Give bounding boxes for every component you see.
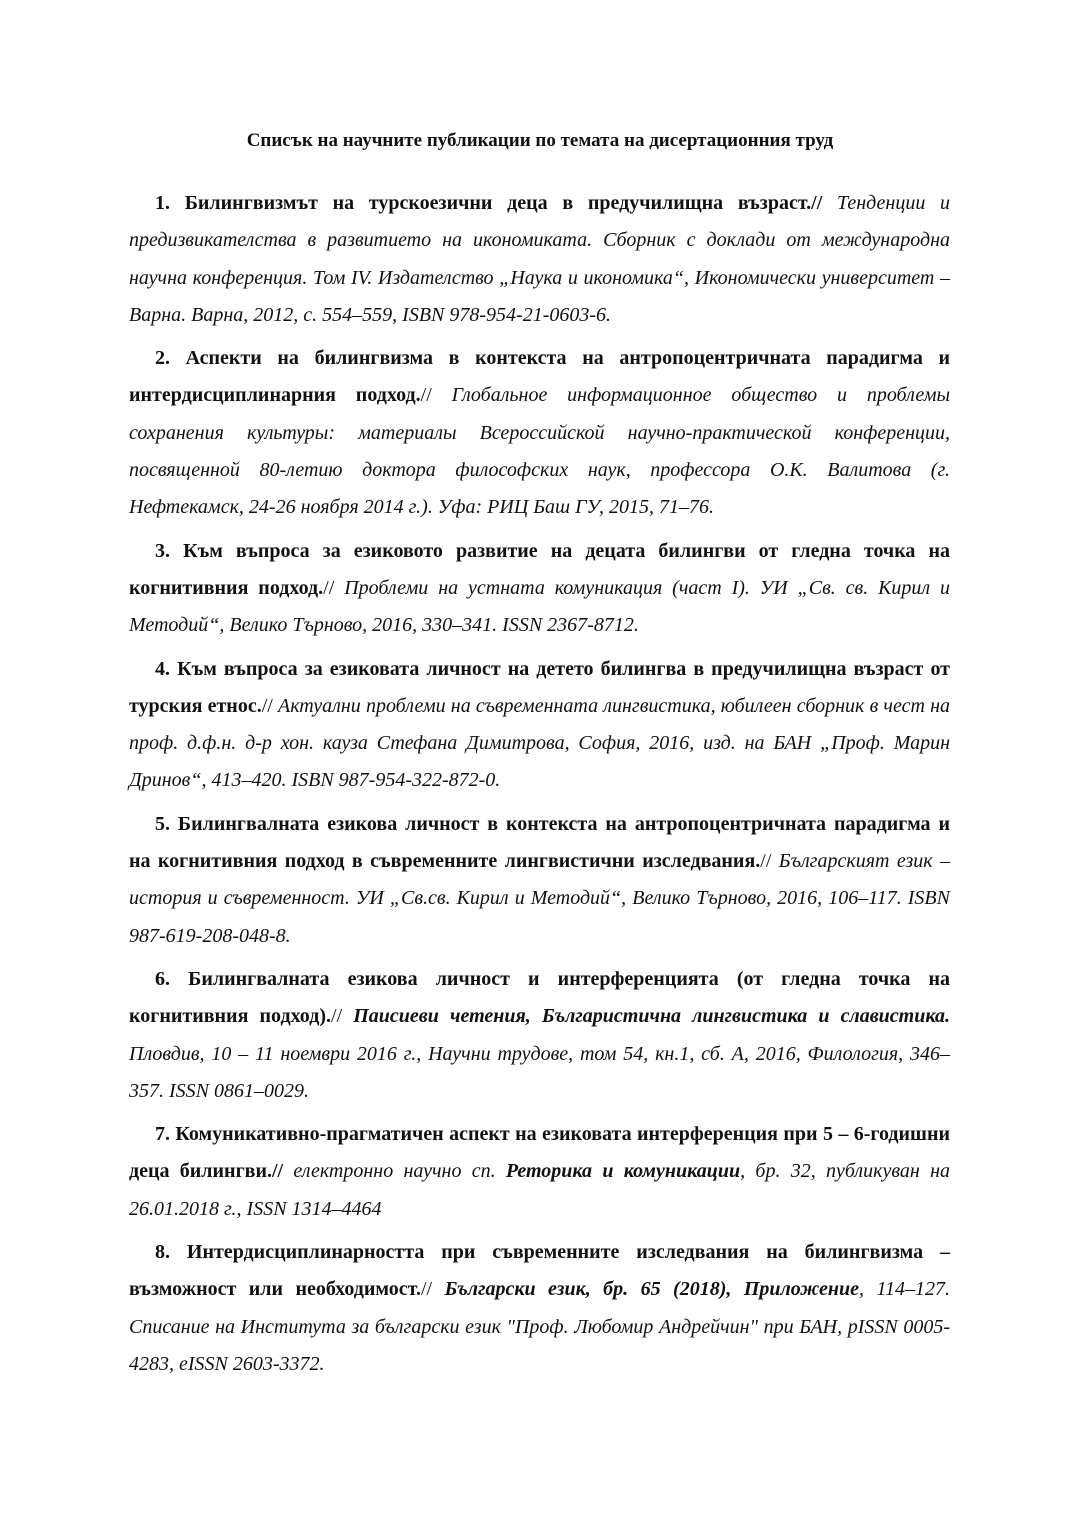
item-number: 5. <box>155 812 170 835</box>
item-number: 3. <box>155 539 170 562</box>
separator: // <box>420 384 432 407</box>
list-item <box>129 1116 950 1228</box>
list-item <box>129 185 950 334</box>
publication-title: Към въпроса за езиковата личност на детето билингва в предучилищна възраст от турския етнос. <box>129 657 951 717</box>
publication-details: , бр. 32, публикуван на 26.01.2018 г., ISSN 1314–4464 <box>129 1160 951 1220</box>
publication-title: Аспекти на билингвизма в контекста на антропоцентричната парадигма и интердисциплинарния подход. <box>129 347 951 407</box>
page-title: Списък на научните публикации по темата на дисертационния труд <box>246 130 834 151</box>
publication-title: Към въпроса за езиковото развитие на децата билингви от гледна точка на когнитивния подход. <box>129 539 950 599</box>
publication-details: Актуални проблеми на съвременната лингвистика, юбилеен сборник в чест на проф. д.ф.н. д-р хон. кауза Стефана Димитрова, София, 2016, изд. на БАН „Проф. Марин Дринов“, 413–420. ISBN 987-954-322-872-0. <box>129 694 950 792</box>
publication-details: Проблеми на устната комуникация (част I). УИ „Св. св. Кирил и Методий“, Велико Търново, 2016, 330–341. ISSN 2367-8712. <box>129 576 951 637</box>
separator: // <box>261 694 273 717</box>
item-number: 7. <box>155 1123 170 1146</box>
list-item <box>129 533 950 645</box>
list-item <box>129 806 950 955</box>
list-item <box>129 340 950 526</box>
publication-source: Паисиеви четения, Българистична лингвистика и славистика. <box>353 1005 950 1028</box>
publication-source: Реторика и комуникации <box>505 1160 741 1183</box>
publication-details: Българският език – история и съвременност. УИ „Св.св. Кирил и Методий“, Велико Търново, 2016, 106–117. ISBN 987-619-208-048-8. <box>129 850 950 947</box>
publication-title: Комуникативно-прагматичен аспект на езиковата интерференция при 5 – 6-годишни деца билингви.// <box>129 1123 950 1183</box>
publication-details: Тенденции и предизвикателства в развитието на икономиката. Сборник с доклади от международна научна конференция. Том IV. Издателство „Наука и икономика“, Икономически университет – Варна. Варна, 2012, с. 554–559, ISBN 978-954-21-0603-6. <box>129 192 950 326</box>
separator: // <box>331 1005 343 1028</box>
publication-details: , 114–127. Списание на Института за български език "Проф. Любомир Андрейчин" при БАН, pISSN 0005-4283, eISSN 2603-3372. <box>129 1278 950 1375</box>
publication-details: Глобальное информационное общество и проблемы сохранения культуры: материалы Всероссийской научно-практической конференции, посвященной 80-летию доктора философских наук, профессора О.К. Валитова (г. Нефтекамск, 24-26 ноября 2014 г.). Уфа: РИЦ Баш ГУ, 2015, 71–76. <box>129 384 951 519</box>
item-number: 8. <box>155 1241 170 1264</box>
publication-list <box>129 185 950 1389</box>
list-item <box>129 1234 950 1383</box>
item-number: 4. <box>155 657 170 680</box>
publication-title: Интердисциплинарността при съвременните изследвания на билингвизма – възможност или необходимост. <box>129 1241 950 1301</box>
publication-details-prefix: електронно научно сп. <box>293 1160 496 1183</box>
item-number: 1. <box>155 192 170 214</box>
publication-title: Билингвизмът на турскоезични деца в предучилищна възраст.// <box>184 192 823 214</box>
item-number: 6. <box>155 967 170 990</box>
list-item <box>129 651 950 800</box>
list-item <box>129 961 950 1110</box>
separator: // <box>760 850 772 873</box>
item-number: 2. <box>155 347 170 370</box>
publication-title: Билингвалната езикова личност и интерференцията (от гледна точка на когнитивния подход). <box>129 967 950 1028</box>
publication-details: Пловдив, 10 – 11 ноември 2016 г., Научни трудове, том 54, кн.1, сб. А, 2016, Филология, 346–357. ISSN 0861–0029. <box>129 1042 950 1102</box>
publication-title: Билингвалната езикова личност в контекста на антропоцентричната парадигма и на когнитивния подход в съвременните лингвистични изследвания. <box>129 812 950 873</box>
publication-source: Български език, бр. 65 (2018), Приложение <box>444 1278 860 1301</box>
separator: // <box>323 576 335 599</box>
separator: // <box>420 1278 433 1301</box>
